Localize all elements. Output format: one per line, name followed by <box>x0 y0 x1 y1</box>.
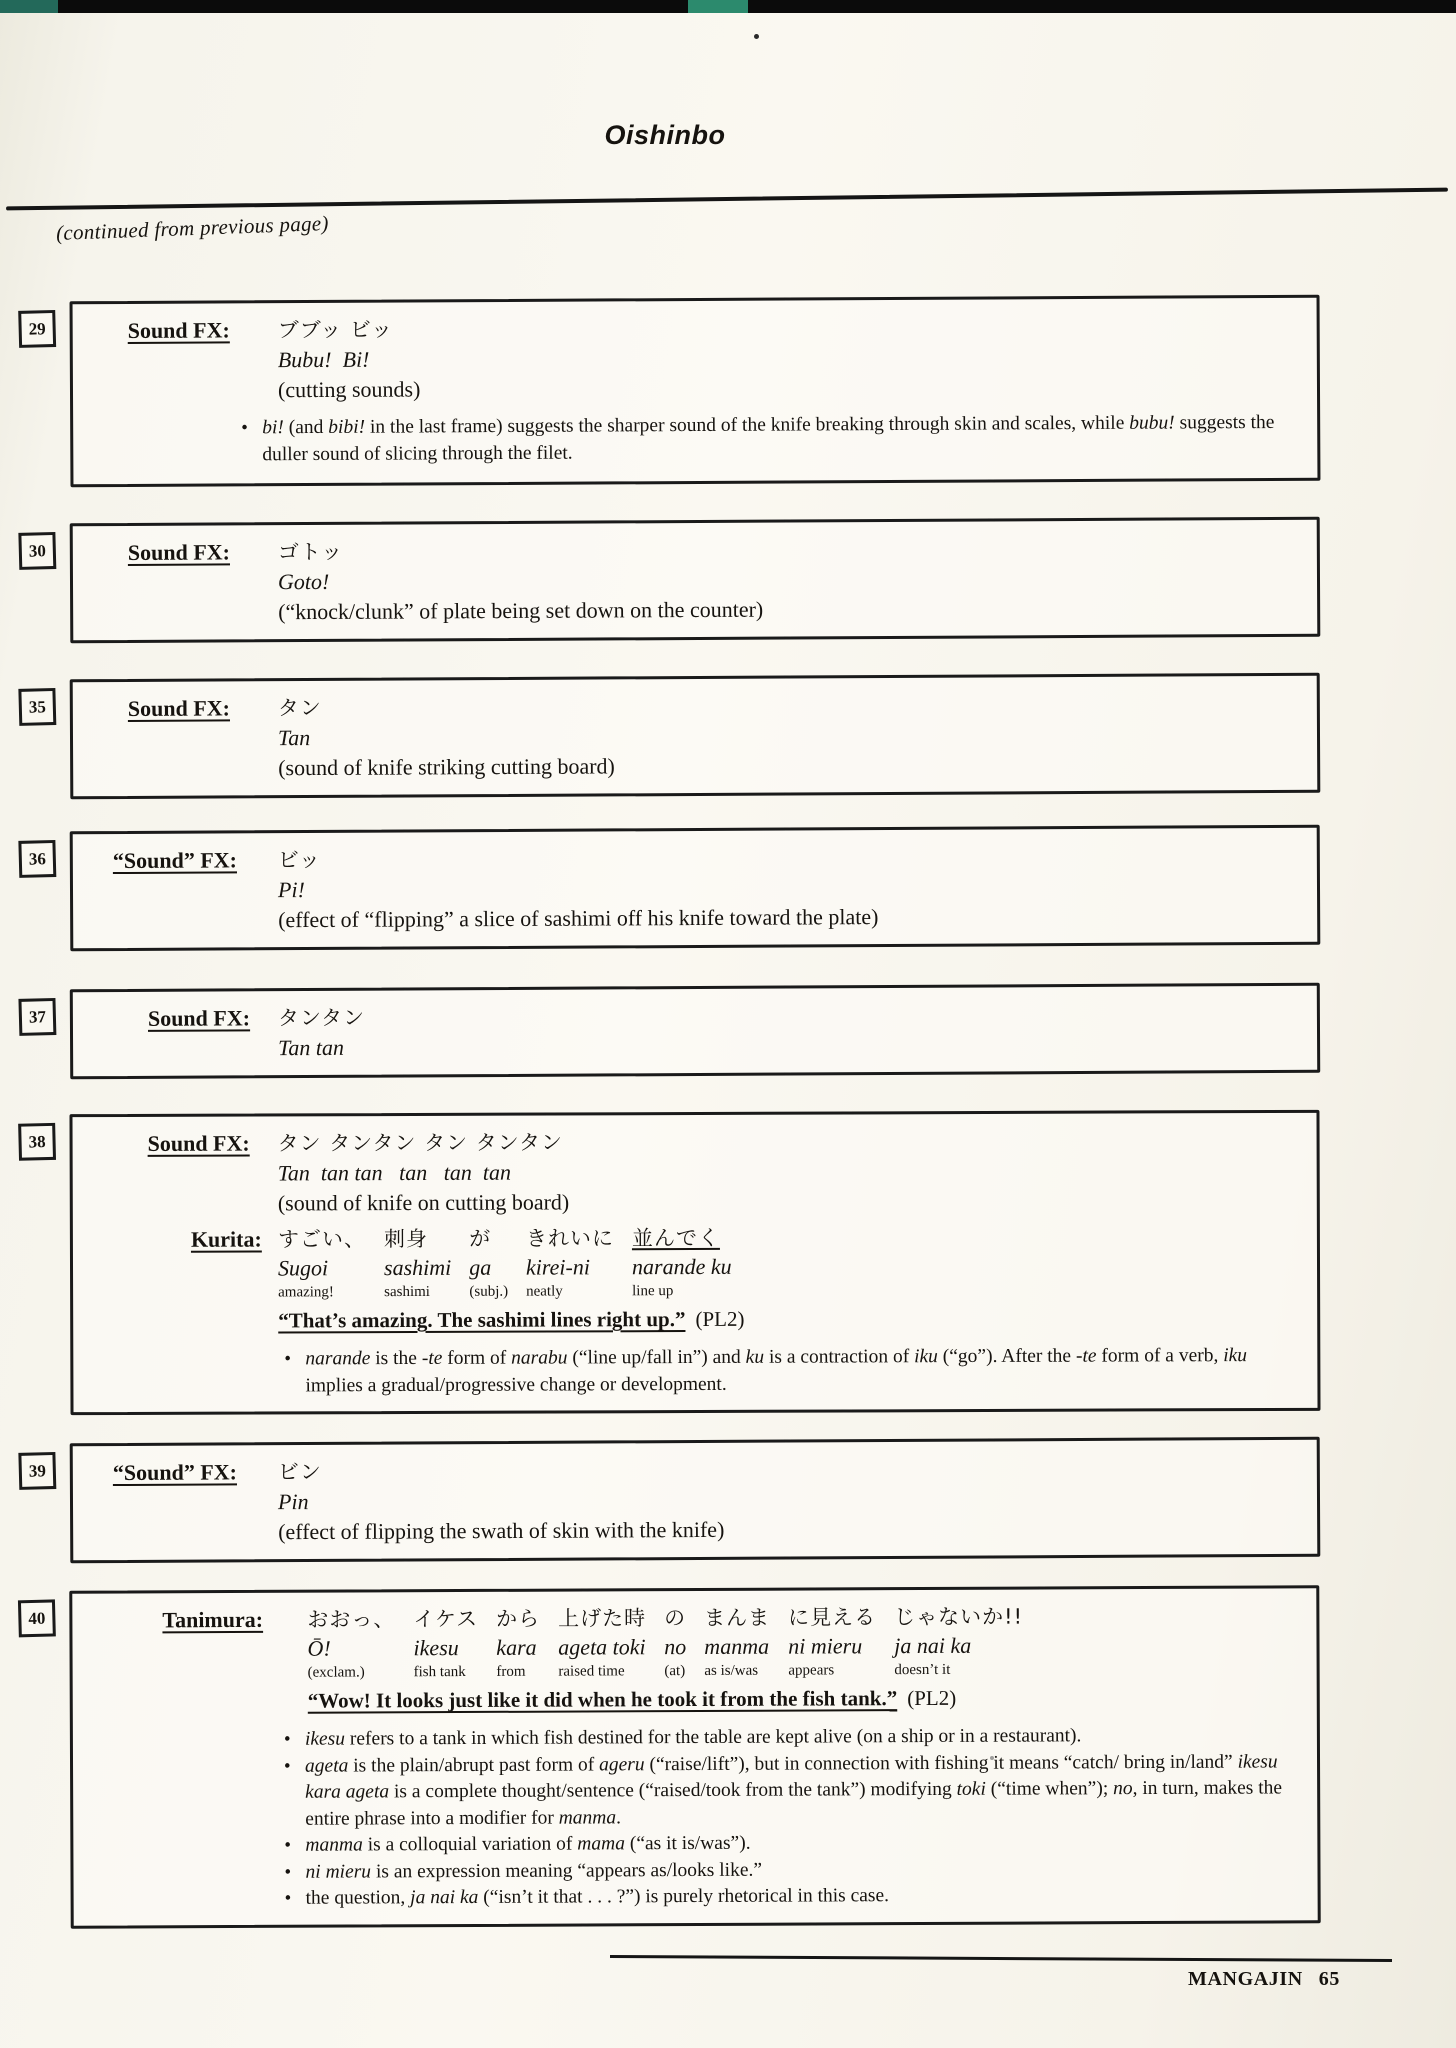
word-japanese: まんま <box>704 1605 771 1630</box>
fx-romaji: Tan <box>277 725 311 751</box>
translation-line: “That’s amazing. The sashimi lines right up.” (PL2) <box>278 1306 745 1333</box>
footer <box>1120 1968 1340 1991</box>
top-edge-bar <box>0 0 1456 13</box>
word-romaji: Sugoi <box>277 1255 329 1281</box>
word-japanese: から <box>496 1606 541 1631</box>
panel-box-29 <box>28 295 1321 488</box>
fx-romaji: Pi! <box>277 877 305 903</box>
word-romaji: ni mieru <box>788 1633 863 1659</box>
fx-description: (sound of knife striking cutting board) <box>278 753 615 781</box>
word-gloss: line up <box>632 1283 674 1300</box>
fx-label: “Sound” FX: <box>112 847 238 874</box>
word-gloss: doesn’t it <box>894 1661 951 1679</box>
fx-japanese: ブブッ ビッ <box>277 317 394 343</box>
word-japanese: に見える <box>788 1605 877 1630</box>
fx-label: Sound FX: <box>147 1130 250 1156</box>
word-gloss: appears <box>788 1662 835 1679</box>
word-japanese: 並んでく <box>631 1225 720 1251</box>
word-romaji: sashimi <box>383 1254 452 1281</box>
fx-japanese: タンタン <box>277 1005 366 1031</box>
word-column <box>788 1602 876 1680</box>
panel-box-30 <box>28 517 1321 644</box>
fx-romaji: Goto! <box>277 568 330 595</box>
panel-number: 35 <box>18 688 56 726</box>
note-item: • the question, ja nai ka (“isn’t it that . . . ?”) is purely rhetorical in this case. <box>279 1881 1288 1912</box>
fx-description: (effect of “flipping” a slice of sashimi off his knife toward the plate) <box>278 904 879 933</box>
speaker-label: Kurita: <box>190 1226 262 1252</box>
fx-description: (sound of knife on cutting board) <box>277 1189 570 1216</box>
word-japanese: すごい、 <box>277 1227 366 1252</box>
panel-number: 36 <box>18 840 56 878</box>
word-romaji: manma <box>704 1633 770 1659</box>
panel-number: 29 <box>18 310 56 348</box>
notes-list <box>73 1343 1287 1400</box>
word-romaji: ageta toki <box>558 1634 646 1660</box>
word-column <box>278 1224 366 1302</box>
word-column <box>558 1603 646 1681</box>
word-column <box>664 1603 686 1681</box>
word-japanese: 刺身 <box>383 1226 428 1252</box>
footer-rule <box>610 1955 1392 1962</box>
interlinear-words <box>278 1221 1287 1303</box>
word-gloss: sashimi <box>384 1283 430 1301</box>
word-gloss: fish tank <box>413 1663 466 1681</box>
word-gloss: as is/was <box>704 1662 759 1679</box>
fx-romaji: Bubu! Bi! <box>277 346 370 373</box>
word-column <box>496 1604 540 1682</box>
header-rule <box>6 188 1448 211</box>
fx-description: (cutting sounds) <box>277 376 421 403</box>
word-gloss: from <box>496 1663 526 1680</box>
word-gloss: (exclam.) <box>307 1664 365 1681</box>
panel-box-38 <box>28 1110 1320 1415</box>
continued-note: (continued from previous page) <box>55 211 330 245</box>
panel-number: 37 <box>18 998 56 1036</box>
fx-label: Sound FX: <box>147 1005 251 1031</box>
fx-label: Sound FX: <box>127 539 231 565</box>
note-item: • ikesu refers to a tank in which fish destined for the table are kept alive (on a ship or in a restaurant). <box>278 1722 1287 1753</box>
footer-page-number: 65 <box>1318 1968 1340 1990</box>
translation-line: “Wow! It looks just like it did when he took it from the fish tank.” (PL2) <box>307 1685 957 1713</box>
note-item: • manma is a colloquial variation of mama (“as it is/was”). <box>278 1828 1287 1859</box>
word-column <box>526 1223 614 1301</box>
speaker-label: Tanimura: <box>162 1606 264 1633</box>
fx-japanese: タン <box>277 695 322 721</box>
note-item: • ni mieru is an expression meaning “appears as/looks like.” <box>278 1855 1287 1886</box>
fx-romaji: Pin <box>277 1489 309 1515</box>
word-column <box>384 1224 452 1302</box>
word-gloss: raised time <box>558 1663 625 1680</box>
fx-japanese: ゴトッ <box>277 539 344 565</box>
panel-number: 40 <box>18 1599 56 1637</box>
fx-label: “Sound” FX: <box>112 1459 238 1486</box>
word-gloss: (subj.) <box>469 1283 509 1300</box>
panel-number: 39 <box>18 1452 56 1490</box>
word-japanese: きれいに <box>525 1226 614 1251</box>
fx-japanese: ビン <box>277 1459 322 1485</box>
note-item: • ageta is the plain/abrupt past form of ageru (“raise/lift”), but in connection with fishing it means “catch/ bring in/land” ikesu kara ageta is a complete thought/sentence (“raised/took from the tank”) modifying toki (“time when”); no, in turn, makes the entire phrase into a modifier for manma. <box>278 1749 1287 1833</box>
interlinear-words <box>307 1600 1286 1682</box>
word-gloss: neatly <box>526 1283 563 1300</box>
word-japanese: おおっ、 <box>307 1607 396 1632</box>
word-romaji: kirei-ni <box>525 1254 590 1280</box>
fx-description: (“knock/clunk” of plate being set down on the counter) <box>278 596 764 625</box>
word-japanese: 上げた時 <box>558 1606 647 1631</box>
word-column <box>413 1604 478 1682</box>
word-romaji: no <box>664 1634 687 1660</box>
top-edge-teal-mark <box>688 0 748 13</box>
note-item: • bi! (and bibi! in the last frame) suggests the sharper sound of the knife breaking through skin and scales, while bubu! suggests the duller sound of slicing through the filet. <box>235 410 1287 469</box>
word-romaji: narande ku <box>631 1253 732 1280</box>
word-column <box>894 1602 1023 1681</box>
footer-brand: MANGAJIN <box>1188 1968 1303 1990</box>
notes-list <box>73 1722 1288 1913</box>
word-romaji: ja nai ka <box>894 1632 972 1659</box>
word-japanese: の <box>664 1606 687 1631</box>
panel-number: 38 <box>18 1123 56 1161</box>
word-gloss: amazing! <box>278 1284 334 1301</box>
panel-box-36 <box>28 825 1321 952</box>
fx-romaji: Tan tan <box>278 1034 344 1061</box>
panel-box-40 <box>28 1585 1320 1928</box>
politeness-level: (PL2) <box>695 1306 745 1331</box>
word-gloss: (at) <box>664 1663 686 1680</box>
fx-japanese: タン タンタン タン タンタン <box>277 1130 563 1156</box>
word-column <box>469 1224 508 1302</box>
fx-description: (effect of flipping the swath of skin with the knife) <box>278 1516 725 1545</box>
word-japanese: じゃないか!! <box>894 1604 1024 1630</box>
top-edge-teal-mark <box>0 0 58 13</box>
word-column <box>307 1604 395 1682</box>
panel-box-37 <box>28 983 1320 1080</box>
word-romaji: Ō! <box>307 1635 331 1661</box>
word-column <box>704 1603 770 1681</box>
panel-box-39 <box>28 1437 1321 1564</box>
panel-box-35 <box>28 673 1321 800</box>
panel-number: 30 <box>18 532 56 570</box>
fx-japanese: ビッ <box>277 847 322 873</box>
word-romaji: ga <box>469 1254 492 1280</box>
word-japanese: が <box>469 1226 492 1251</box>
word-japanese: イケス <box>413 1606 479 1632</box>
notes-list <box>73 410 1287 469</box>
fx-romaji: Tan tan tan tan tan tan <box>277 1159 512 1186</box>
fx-label: Sound FX: <box>127 317 230 343</box>
politeness-level: (PL2) <box>907 1685 957 1711</box>
note-item: • narande is the -te form of narabu (“line up/fall in”) and ku is a contraction of iku (“go”). After the -te form of a verb, iku implies a gradual/progressive change or development. <box>278 1343 1287 1400</box>
page-title: Oishinbo <box>604 120 726 150</box>
word-romaji: kara <box>496 1634 537 1660</box>
word-romaji: ikesu <box>413 1635 459 1661</box>
fx-label: Sound FX: <box>127 695 231 721</box>
word-column <box>632 1223 732 1301</box>
ink-speck <box>754 34 759 39</box>
